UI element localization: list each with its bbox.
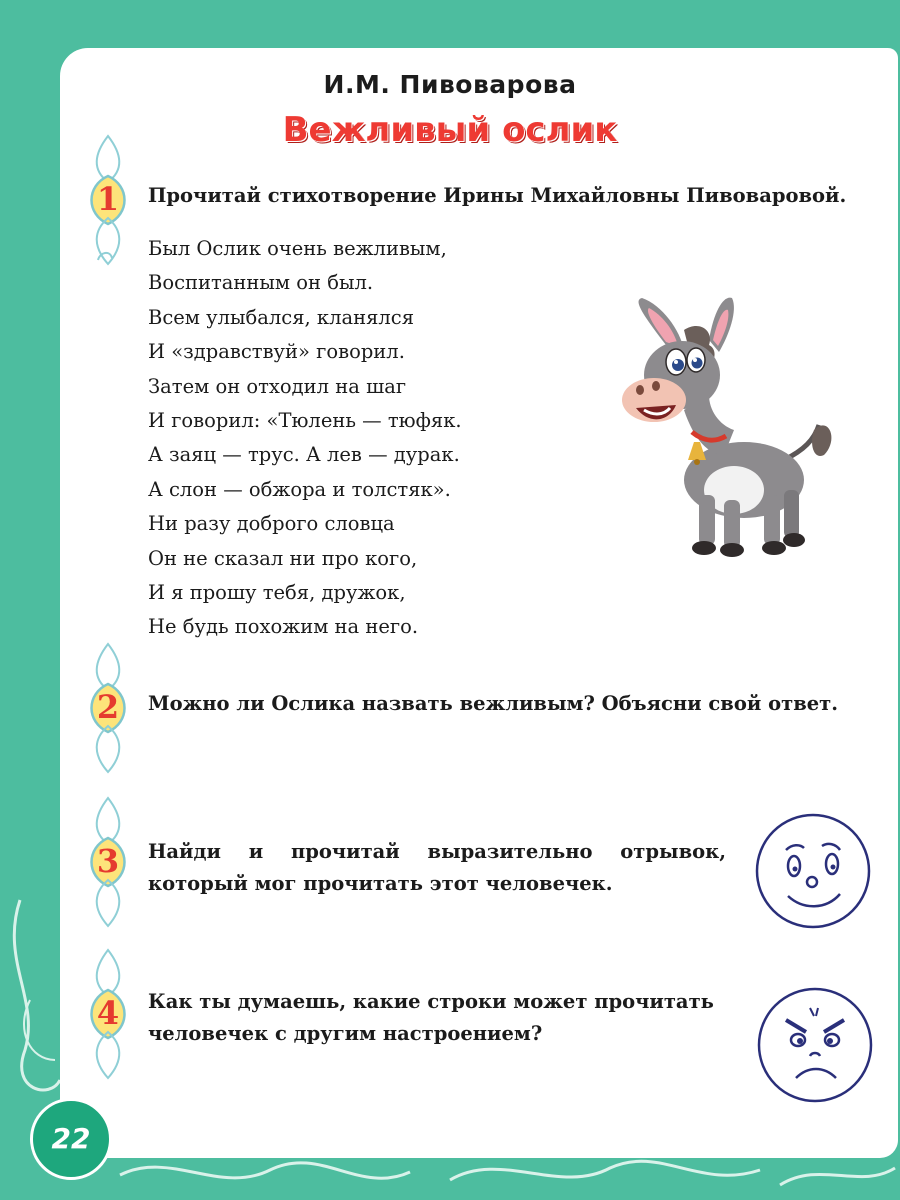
task-3-line-2: который мог прочитать этот человечек.: [148, 872, 613, 895]
poem-line: Затем он отходил на шаг: [148, 374, 407, 398]
poem-line: Он не сказал ни про кого,: [148, 546, 418, 570]
task-1-text: Прочитай стихотворение Ирины Михайловны Пивоваровой.: [148, 184, 847, 207]
poem-line: Не будь похожим на него.: [148, 615, 419, 639]
task-number-3: [80, 792, 136, 932]
poem-line: Был Ослик очень вежливым,: [148, 237, 447, 260]
poem: [148, 232, 608, 645]
task-number-digit: 4: [96, 994, 120, 1032]
poem-line: Воспитанным он был.: [148, 271, 374, 295]
task-number-digit: 1: [96, 180, 120, 218]
page-number: 22: [30, 1098, 112, 1180]
donkey-illustration: [614, 290, 854, 570]
angry-face-icon: [750, 980, 880, 1110]
page-title: Вежливый ослик: [282, 110, 618, 150]
task-number-2: [80, 638, 136, 778]
task-number-digit: 3: [96, 842, 120, 880]
happy-face-icon: [748, 806, 878, 936]
poem-line: И я прошу тебя, дружок,: [148, 581, 406, 605]
poem-line: А слон — обжора и толстяк».: [148, 477, 451, 501]
poem-line: А заяц — трус. А лев — дурак.: [148, 443, 460, 467]
task-number-digit: 2: [96, 688, 120, 726]
poem-line: Ни разу доброго словца: [148, 512, 395, 536]
task-4-line-2: человечек с другим настроением?: [148, 1022, 543, 1045]
task-4-line-1: Как ты думаешь, какие строки может прочитать: [148, 990, 714, 1013]
task-2-text: Можно ли Ослика назвать вежливым? Объясни свой ответ.: [148, 692, 839, 715]
poem-line: И говорил: «Тюлень — тюфяк.: [148, 409, 462, 433]
task-number-1: [80, 130, 136, 270]
task-number-4: [80, 944, 136, 1084]
author-name: И.М. Пивоварова: [323, 70, 577, 99]
poem-line: И «здравствуй» говорил.: [148, 340, 405, 364]
task-3-line-1: Найди и прочитай выразительно отрывок,: [148, 840, 726, 863]
poem-line: Всем улыбался, кланялся: [148, 305, 415, 329]
